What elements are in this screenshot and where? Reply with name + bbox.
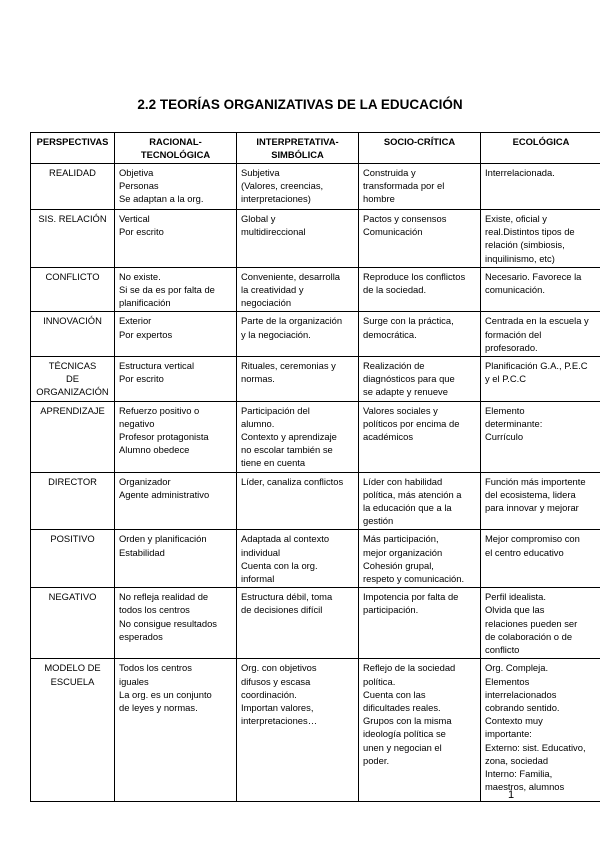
row-label-director: DIRECTOR [31, 472, 115, 530]
table-row [31, 472, 600, 530]
table-cell: Refuerzo positivo o negativo Profesor protagonista Alumno obedece [115, 401, 237, 472]
row-label-positivo: POSITIVO [31, 530, 115, 588]
table-cell: Reproduce los conflictos de la sociedad. [359, 267, 481, 312]
row-label-negativo: NEGATIVO [31, 588, 115, 659]
header-row [31, 133, 600, 164]
table-cell: Mejor compromiso con el centro educativo [481, 530, 600, 588]
table-cell: Centrada en la escuela y formación del profesorado. [481, 312, 600, 357]
table-row [31, 659, 600, 802]
header-racional: RACIONAL- TECNOLÓGICA [115, 133, 237, 164]
table-cell: No refleja realidad de todos los centros No consigue resultados esperados [115, 588, 237, 659]
row-label-modelo-escuela: MODELO DE ESCUELA [31, 659, 115, 802]
theories-table [30, 132, 600, 802]
table-cell: Participación del alumno. Contexto y aprendizaje no escolar también se tiene en cuenta [237, 401, 359, 472]
table-cell: Más participación, mejor organización Cohesión grupal, respeto y comunicación. [359, 530, 481, 588]
table-cell: Función más importente del ecosistema, lidera para innovar y mejorar [481, 472, 600, 530]
header-interpretativa: INTERPRETATIVA- SIMBÓLICA [237, 133, 359, 164]
table-cell: Global y multidireccional [237, 210, 359, 268]
table-cell: Subjetiva (Valores, creencias, interpretaciones) [237, 164, 359, 210]
table-cell: Existe, oficial y real.Distintos tipos de relación (simbiosis, inquilinismo, etc) [481, 210, 600, 268]
table-cell: Realización de diagnósticos para que se adapte y renueve [359, 357, 481, 402]
row-label-sis-relacion: SIS. RELACIÓN [31, 210, 115, 268]
table-cell: Necesario. Favorece la comunicación. [481, 267, 600, 312]
row-label-tecnicas: TÉCNICAS DE ORGANIZACIÓN [31, 357, 115, 402]
table-row [31, 210, 600, 268]
table-cell: Orden y planificación Estabilidad [115, 530, 237, 588]
table-cell: Estructura débil, toma de decisiones difícil [237, 588, 359, 659]
table-row [31, 267, 600, 312]
table-row [31, 530, 600, 588]
header-socio-critica: SOCIO-CRÍTICA [359, 133, 481, 164]
row-label-realidad: REALIDAD [31, 164, 115, 210]
table-cell: Org. Compleja. Elementos interrelacionados cobrando sentido. Contexto muy importante: Externo: sist. Educativo, zona, sociedad Interno: Familia, maestros, alumnos [481, 659, 600, 802]
table-cell: Conveniente, desarrolla la creatividad y negociación [237, 267, 359, 312]
table-row [31, 312, 600, 357]
table-cell: Reflejo de la sociedad política. Cuenta con las dificultades reales. Grupos con la misma ideología política se unen y negocian el poder. [359, 659, 481, 802]
table-row [31, 357, 600, 402]
table-row [31, 401, 600, 472]
table-cell: Estructura vertical Por escrito [115, 357, 237, 402]
table-cell: Planificación G.A., P.E.C y el P.C.C [481, 357, 600, 402]
table-cell: Pactos y consensos Comunicación [359, 210, 481, 268]
table-cell: Líder con habilidad política, más atención a la educación que a la gestión [359, 472, 481, 530]
table-row [31, 588, 600, 659]
row-label-innovacion: INNOVACIÓN [31, 312, 115, 357]
page-number: 1 [508, 789, 515, 801]
table-cell: Perfil idealista. Olvida que las relaciones pueden ser de colaboración o de conflicto [481, 588, 600, 659]
table-cell: Surge con la práctica, democrática. [359, 312, 481, 357]
header-perspectivas: PERSPECTIVAS [31, 133, 115, 164]
table-cell: Vertical Por escrito [115, 210, 237, 268]
table-cell: No existe. Si se da es por falta de planificación [115, 267, 237, 312]
table-cell: Adaptada al contexto individual Cuenta con la org. informal [237, 530, 359, 588]
table-cell: Organizador Agente administrativo [115, 472, 237, 530]
table-cell: Exterior Por expertos [115, 312, 237, 357]
row-label-aprendizaje: APRENDIZAJE [31, 401, 115, 472]
table-cell: Elemento determinante: Currículo [481, 401, 600, 472]
table-cell: Interrelacionada. [481, 164, 600, 210]
row-label-conflicto: CONFLICTO [31, 267, 115, 312]
table-cell: Todos los centros iguales La org. es un conjunto de leyes y normas. [115, 659, 237, 802]
table-cell: Parte de la organización y la negociación. [237, 312, 359, 357]
table-cell: Impotencia por falta de participación. [359, 588, 481, 659]
table-cell: Líder, canaliza conflictos [237, 472, 359, 530]
table-cell: Org. con objetivos difusos y escasa coordinación. Importan valores, interpretaciones… [237, 659, 359, 802]
header-ecologica: ECOLÓGICA [481, 133, 600, 164]
table-cell: Valores sociales y políticos por encima de académicos [359, 401, 481, 472]
table-row [31, 164, 600, 210]
table-cell: Objetiva Personas Se adaptan a la org. [115, 164, 237, 210]
table-cell: Rituales, ceremonias y normas. [237, 357, 359, 402]
page-title: 2.2 TEORÍAS ORGANIZATIVAS DE LA EDUCACIÓN [137, 97, 463, 112]
table-cell: Construida y transformada por el hombre [359, 164, 481, 210]
